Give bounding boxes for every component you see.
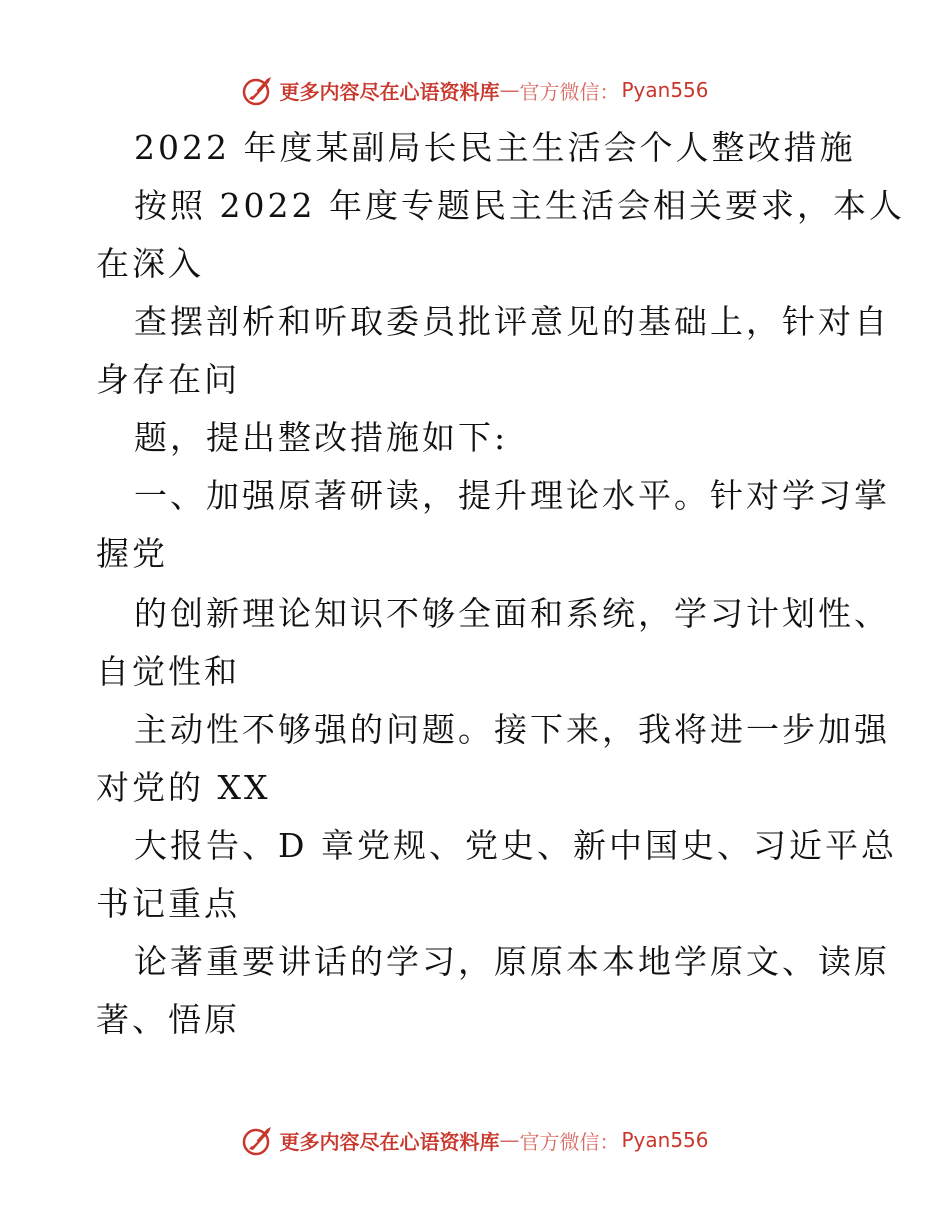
quill-pen-logo-icon <box>241 1123 275 1157</box>
watermark-dash: — <box>499 78 520 102</box>
watermark-main-text: 更多内容尽在心语资料库 <box>279 79 500 104</box>
watermark-main-text: 更多内容尽在心语资料库 <box>279 1129 500 1154</box>
watermark-wechat-id: Pyan556 <box>621 78 709 102</box>
paragraph-line: 主动性不够强的问题。接下来，我将进一步加强 <box>134 710 890 749</box>
paragraph-line: 大报告、D 章党规、党史、新中国史、习近平总 <box>134 826 897 865</box>
document-title: 2022 年度某副局长民主生活会个人整改措施 <box>134 128 856 167</box>
paragraph-line: 书记重点 <box>96 884 240 923</box>
watermark-tail-text: 官方微信： <box>519 1129 620 1154</box>
paragraph-line: 握党 <box>96 534 168 573</box>
paragraph-line: 身存在问 <box>96 360 240 399</box>
paragraph-line: 自觉性和 <box>96 652 240 691</box>
watermark-dash: — <box>499 1128 520 1152</box>
paragraph-line: 一、加强原著研读，提升理论水平。针对学习掌 <box>134 476 890 515</box>
paragraph-line: 题，提出整改措施如下: <box>134 418 509 457</box>
paragraph-line: 的创新理论知识不够全面和系统，学习计划性、 <box>134 594 890 633</box>
footer-watermark <box>0 1120 950 1160</box>
paragraph-line: 论著重要讲话的学习，原原本本地学原文、读原 <box>134 942 890 981</box>
paragraph-line: 著、悟原 <box>96 1000 240 1039</box>
paragraph-line: 对党的 XX <box>96 768 271 807</box>
paragraph-line: 按照 2022 年度专题民主生活会相关要求，本人 <box>134 186 905 225</box>
watermark-tail-text: 官方微信： <box>519 79 620 104</box>
watermark-wechat-id: Pyan556 <box>621 1128 709 1152</box>
paragraph-line: 在深入 <box>96 244 204 283</box>
paragraph-line: 查摆剖析和听取委员批评意见的基础上，针对自 <box>134 302 890 341</box>
